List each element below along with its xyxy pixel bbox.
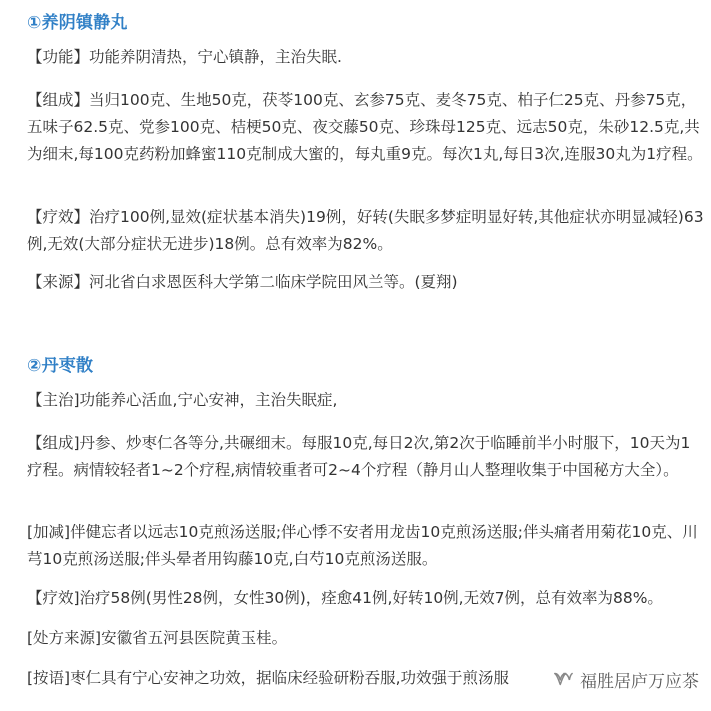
paragraph-modification: [加减]伴健忘者以远志10克煎汤送服;伴心悸不安者用龙齿10克煎汤送服;伴头痛者用菊花10克、川芎10克煎汤送服;伴头晕者用钩藤10克,白芍10克煎汤送服。 xyxy=(27,523,698,568)
paragraph-source: 【来源】河北省白求恩医科大学第二临床学院田风兰等。(夏翔) xyxy=(27,273,458,291)
paragraph-function: 【功能】功能养阴清热，宁心镇静，主治失眠. xyxy=(27,48,342,66)
paragraph-prescription-source: [处方来源]安徽省五河县医院黄玉桂。 xyxy=(27,629,288,647)
paragraph-composition: 【组成】当归100克、生地50克，茯苓100克、玄参75克、麦冬75克、柏子仁25克、丹参75克，五味子62.5克、党参100克、桔梗50克、夜交藤50克、珍珠母125克、远志50克，朱砂12.5克,共为细末,每100克药粉加蜂蜜110克制成大蜜的，每丸重9克。每次1丸,每日3次,连服30丸为1疗程。 xyxy=(27,91,703,163)
paragraph-note: [按语]枣仁具有宁心安神之功效，据临床经验研粉吞服,功效强于煎汤服 xyxy=(27,669,510,687)
paragraph-efficacy-2: 【疗效]治疗58例(男性28例，女性30例)，痊愈41例,好转10例,无效7例，总有效率为88%。 xyxy=(27,589,663,607)
watermark xyxy=(548,664,699,694)
watermark-text: 福胜居庐万应茶 xyxy=(580,671,699,692)
wechat-channel-icon xyxy=(552,668,574,690)
section-title-yangyin: ①养阴镇静丸 xyxy=(27,13,128,33)
paragraph-indication: 【主治]功能养心活血,宁心安神，主治失眠症, xyxy=(27,391,338,409)
paragraph-composition-2: 【组成]丹参、炒枣仁各等分,共碾细末。每服10克,每日2次,第2次于临睡前半小时服下，10天为1疗程。病情较轻者1~2个疗程,病情较重者可2~4个疗程（静月山人整理收集于中国秘方大全）。 xyxy=(27,434,691,479)
section-title-danzao: ②丹枣散 xyxy=(27,356,94,376)
paragraph-efficacy: 【疗效】治疗100例,显效(症状基本消失)19例，好转(失眠多梦症明显好转,其他症状亦明显减轻)63例,无效(大部分症状无进步)18例。总有效率为82%。 xyxy=(27,208,704,253)
